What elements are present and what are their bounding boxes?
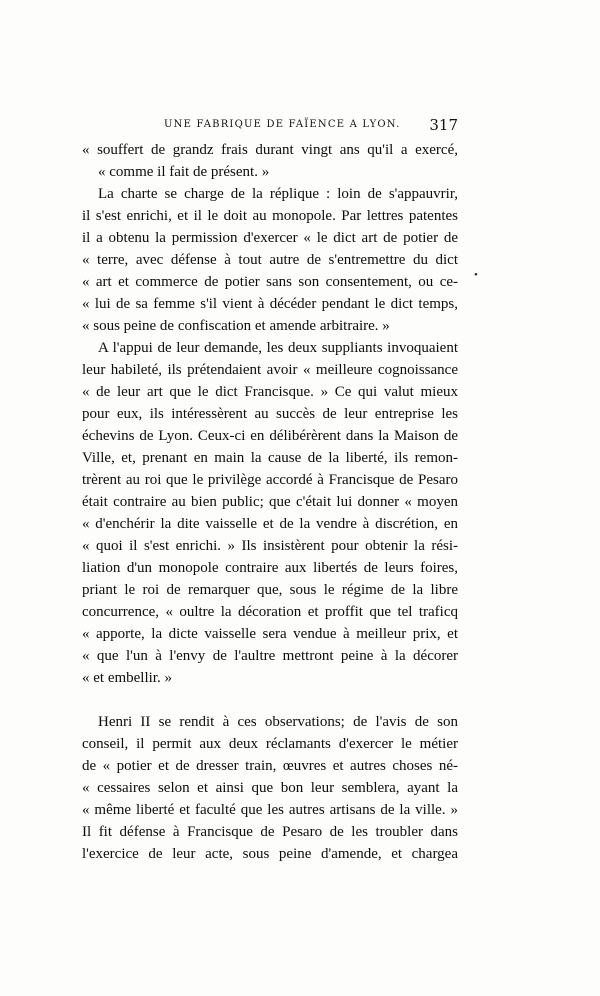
text-line: « que l'un à l'envy de l'aultre mettront peine à la décorer <box>82 648 458 664</box>
text-line: « terre, avec défense à tout autre de s'entremettre du dict <box>82 252 458 268</box>
page-number: 317 <box>429 116 458 134</box>
body-text <box>82 139 458 865</box>
text-line: « quoi il s'est enrichi. » Ils insistèrent pour obtenir la rési- <box>82 538 458 554</box>
margin-mark: • <box>474 269 478 281</box>
text-line: « art et commerce de potier sans son consentement, ou ce- <box>82 274 458 290</box>
running-head: UNE FABRIQUE DE FAÏENCE A LYON. <box>164 119 401 130</box>
text-line: « sous peine de confiscation et amende arbitraire. » <box>82 318 390 334</box>
text-line: leur habileté, ils prétendaient avoir « meilleure cognoissance <box>82 362 458 378</box>
text-line: liation d'un monopole contraire aux libertés de leurs foires, <box>82 560 458 576</box>
text-line: de « potier et de dresser train, œuvres et autres choses né- <box>82 758 458 774</box>
text-line: conseil, il permit aux deux réclamants d'exercer le métier <box>82 736 458 752</box>
text-line: trèrent au roi que le privilège accordé à Francisque de Pesaro <box>82 472 458 488</box>
text-line: « lui de sa femme s'il vient à décéder pendant le dict temps, <box>82 296 458 312</box>
text-line: pour eux, ils intéressèrent au succès de leur entreprise les <box>82 406 458 422</box>
text-line: Il fit défense à Francisque de Pesaro de les troubler dans <box>82 824 458 840</box>
text-line: « souffert de grandz frais durant vingt ans qu'il a exercé, <box>82 142 458 158</box>
text-line: « apporte, la dicte vaisselle sera vendue à meilleur prix, et <box>82 626 458 642</box>
text-line: concurrence, « oultre la décoration et proffit que tel traficq <box>82 604 458 620</box>
text-line: il s'est enrichi, et il le doit au monopole. Par lettres patentes <box>82 208 458 224</box>
text-line: « même liberté et faculté que les autres artisans de la ville. » <box>82 802 458 818</box>
text-line: échevins de Lyon. Ceux-ci en délibérèrent dans la Maison de <box>82 428 458 444</box>
text-line: « d'enchérir la dite vaisselle et de la vendre à discrétion, en <box>82 516 458 532</box>
text-line: La charte se charge de la réplique : loin de s'appauvrir, <box>98 186 458 202</box>
text-line: Ville, et, prenant en main la cause de la liberté, ils remon- <box>82 450 458 466</box>
text-line: Henri II se rendit à ces observations; de l'avis de son <box>98 714 458 730</box>
text-line: était contraire au bien public; que c'était lui donner « moyen <box>82 494 458 510</box>
page-header <box>82 118 458 136</box>
text-line: l'exercice de leur acte, sous peine d'amende, et chargea <box>82 846 458 862</box>
text-line: A l'appui de leur demande, les deux suppliants invoquaient <box>98 340 458 356</box>
paragraph-4 <box>82 711 458 865</box>
paragraph-3 <box>82 337 458 689</box>
text-line: « comme il fait de présent. » <box>98 164 270 180</box>
text-line: « cessaires selon et ainsi que bon leur semblera, ayant la <box>82 780 458 796</box>
text-line: il a obtenu la permission d'exercer « le dict art de potier de <box>82 230 458 246</box>
text-line: « et embellir. » <box>82 670 172 686</box>
text-line: « de leur art que le dict Francisque. » Ce qui valut mieux <box>82 384 458 400</box>
paragraph-2 <box>82 183 458 337</box>
paragraph-gap <box>82 689 458 711</box>
text-line: priant le roi de remarquer que, sous le régime de la libre <box>82 582 458 598</box>
paragraph-1 <box>82 139 458 183</box>
